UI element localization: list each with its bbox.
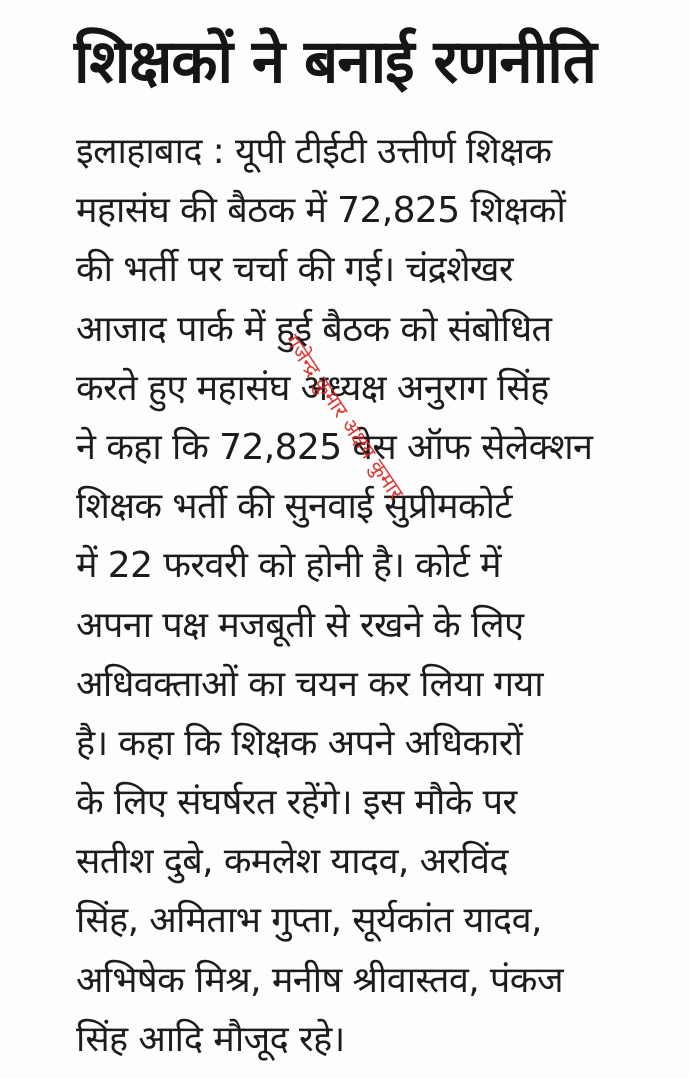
article-line: इलाहाबाद : यूपी टीईटी उत्तीर्ण शिक्षक	[76, 131, 552, 172]
article-line: के लिए संघर्षरत रहेंगे। इस मौके पर	[76, 782, 517, 824]
article-line: अपना पक्ष मजबूती से रखने के लिए	[76, 604, 524, 646]
watermark-signature: गजेन्द्र कुमार अक्षय कुमार	[280, 330, 409, 505]
article-line: अधिवक्ताओं का चयन कर लिया गया	[76, 663, 544, 705]
article-line: है। कहा कि शिक्षक अपने अधिकारों	[76, 722, 523, 764]
article-line: सिंह, अमिताभ गुप्ता, सूर्यकांत यादव,	[76, 900, 542, 942]
article-line: सिंह आदि मौजूद रहे।	[76, 1018, 345, 1060]
article-line: की भर्ती पर चर्चा की गई। चंद्रशेखर	[76, 249, 513, 291]
article-line: करते हुए महासंघ अध्यक्ष अनुराग सिंह	[76, 367, 549, 409]
article-line: शिक्षक भर्ती की सुनवाई सुप्रीमकोर्ट	[76, 486, 512, 528]
article-body	[76, 122, 656, 1069]
article-line: अभिषेक मिश्र, मनीष श्रीवास्तव, पंकज	[76, 959, 563, 1001]
article-headline: शिक्षकों ने बनाई रणनीति	[74, 27, 597, 97]
article-line: में 22 फरवरी को होनी है। कोर्ट में	[76, 545, 501, 587]
article-line: सतीश दुबे, कमलेश यादव, अरविंद	[76, 841, 508, 883]
article-line: आजाद पार्क में हुई बैठक को संबोधित	[76, 308, 552, 350]
article-line: महासंघ की बैठक में 72,825 शिक्षकों	[76, 190, 566, 232]
article-line: ने कहा कि 72,825 बेस ऑफ सेलेक्शन	[76, 426, 593, 468]
